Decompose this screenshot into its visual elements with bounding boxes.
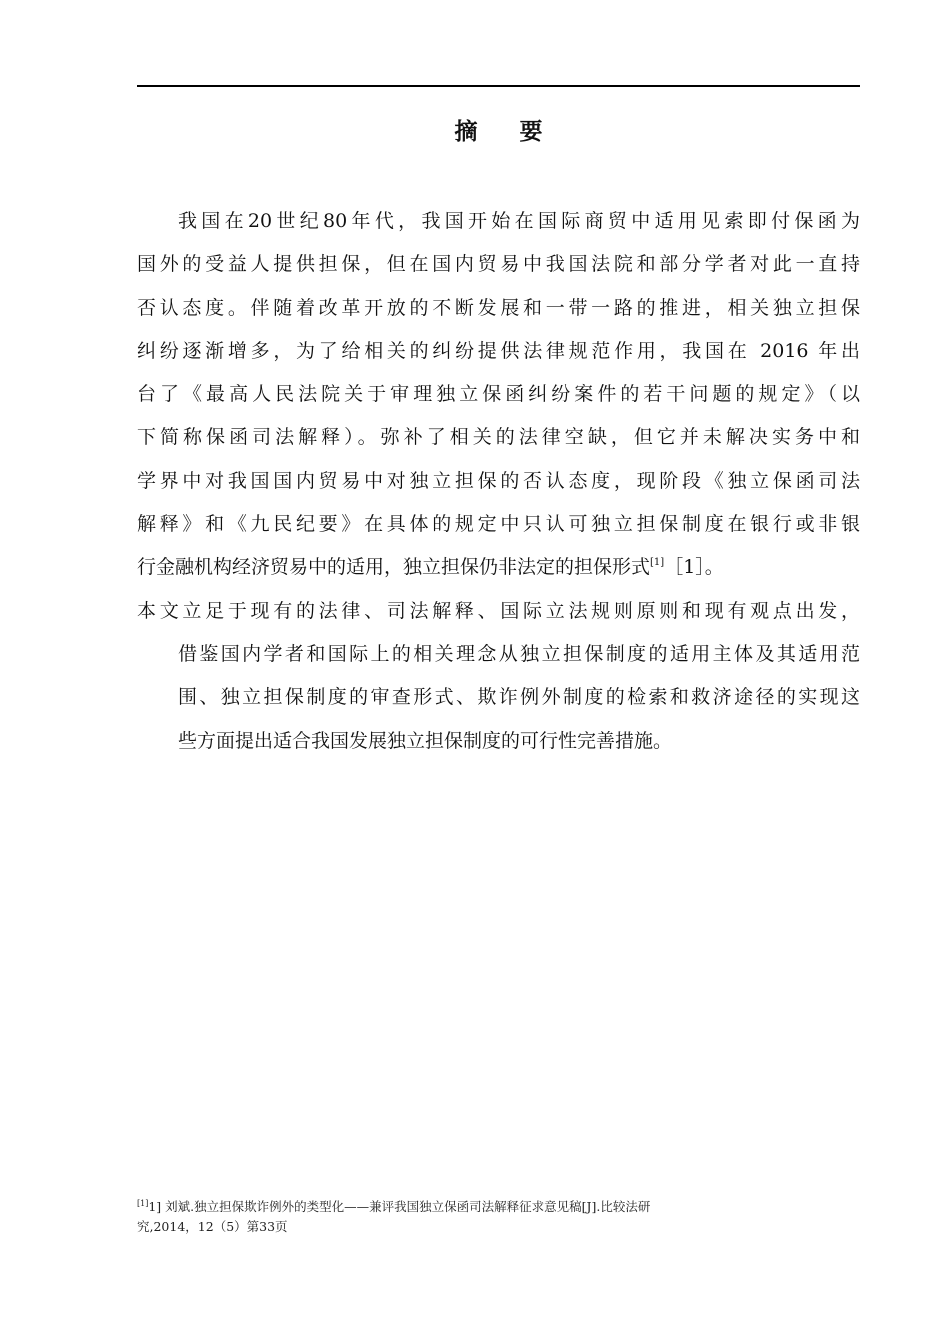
- abstract-line-10: 本文立足于现有的法律、司法解释、国际立法规则原则和现有观点出发，: [137, 599, 860, 622]
- abstract-line-11: 借鉴国内学者和国际上的相关理念从独立担保制度的适用主体及其适用范: [178, 642, 860, 665]
- abstract-line-9: [137, 546, 860, 589]
- abstract-line-4: 纠纷逐渐增多，为了给相关的纠纷提供法律规范作用，我国在 2016 年出: [137, 339, 860, 362]
- abstract-line-3: 否认态度。伴随着改革开放的不断发展和一带一路的推进，相关独立担保: [137, 296, 860, 319]
- footnote-line-2: 究,2014，12（5）第33页: [137, 1219, 288, 1234]
- footnote-line-1: [137, 1197, 777, 1217]
- page-title: [137, 113, 860, 146]
- abstract-line-2: 国外的受益人提供担保，但在国内贸易中我国法院和部分学者对此一直持: [137, 253, 860, 276]
- footnote-marker[interactable]: [1]: [650, 557, 665, 569]
- abstract-body: [137, 200, 860, 763]
- title-char-1: 摘: [454, 118, 478, 145]
- footnote-sup: [1]: [137, 1199, 149, 1208]
- abstract-line-8: 解释》和《九民纪要》在具体的规定中只认可独立担保制度在银行或非银: [137, 513, 860, 536]
- footnote: [137, 1197, 777, 1237]
- abstract-line-13: 些方面提出适合我国发展独立担保制度的可行性完善措施。: [178, 729, 673, 752]
- abstract-line-7: 学界中对我国国内贸易中对独立担保的否认态度，现阶段《独立保函司法: [137, 469, 860, 492]
- header-rule: [137, 85, 860, 87]
- abstract-line-5: 台了《最高人民法院关于审理独立保函纠纷案件的若干问题的规定》（以: [137, 383, 860, 406]
- abstract-line-1: 我国在20世纪80年代，我国开始在国际商贸中适用见索即付保函为: [178, 210, 860, 232]
- abstract-line-6: 下简称保函司法解释）。弥补了相关的法律空缺，但它并未解决实务中和: [137, 426, 860, 449]
- title-char-2: 要: [519, 118, 543, 145]
- ref-line-after: ［1］。: [664, 556, 724, 579]
- footnote-text-1: 1] 刘斌.独立担保欺诈例外的类型化——兼评我国独立保函司法解释征求意见稿[J].比较法研: [148, 1199, 651, 1214]
- abstract-line-12: 围、独立担保制度的审查形式、欺诈例外制度的检索和救济途径的实现这: [178, 686, 860, 709]
- ref-line-before: 行金融机构经济贸易中的适用，独立担保仍非法定的担保形式: [137, 556, 651, 579]
